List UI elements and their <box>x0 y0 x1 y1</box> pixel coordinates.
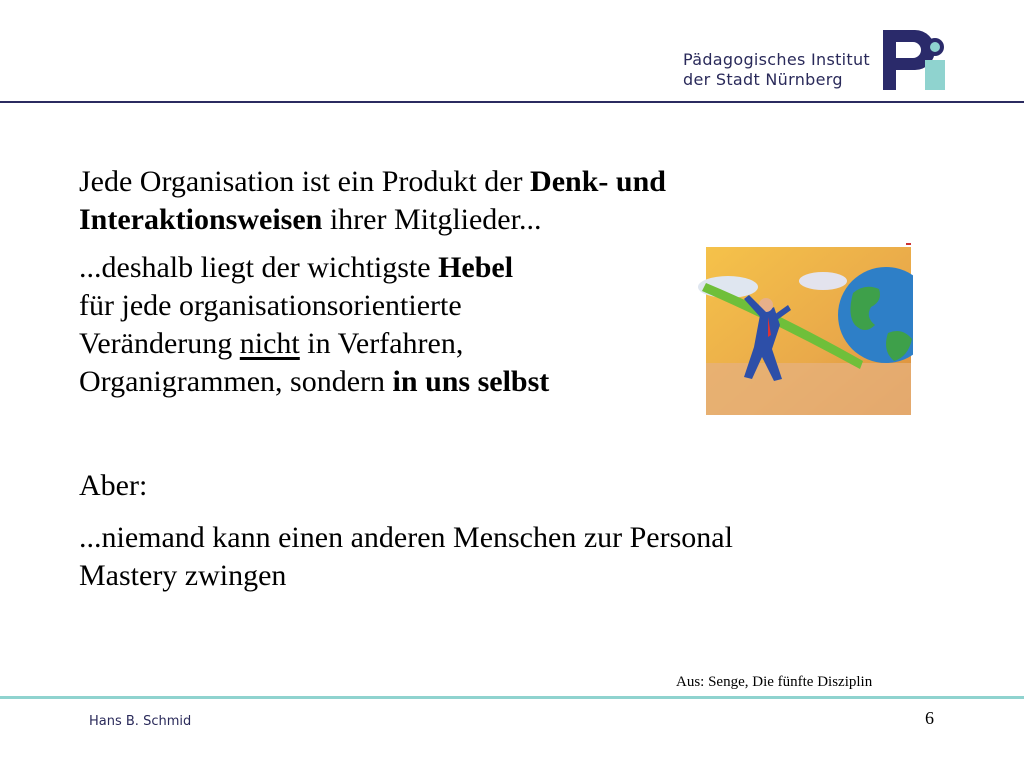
underlined-text: nicht <box>239 327 300 360</box>
paragraph-hebel <box>79 249 679 401</box>
institute-name <box>683 50 870 90</box>
header-divider <box>0 101 1024 103</box>
text-span: für jede organisationsorientierte <box>79 289 462 322</box>
bold-text: Denk- und <box>530 165 666 198</box>
paragraph-organisation <box>79 163 939 239</box>
text-span: Veränderung <box>79 327 240 360</box>
bold-text: in uns selbst <box>392 365 550 398</box>
institute-line-1: Pädagogisches Institut <box>683 50 870 69</box>
text-span: ...niemand kann einen anderen Menschen zur Personal <box>79 521 733 554</box>
text-span: ihrer Mitglieder... <box>322 203 542 236</box>
footer-divider <box>0 696 1024 699</box>
author-name: Hans B. Schmid <box>89 714 192 729</box>
bold-text: Hebel <box>438 251 514 284</box>
text-span: ...deshalb liegt der wichtigste <box>79 251 439 284</box>
text-span: Organigrammen, sondern <box>79 365 393 398</box>
pi-logo-icon <box>883 30 947 90</box>
text-span: in Verfahren, <box>299 327 464 360</box>
text-span: Jede Organisation ist ein Produkt der <box>79 165 531 198</box>
paragraph-niemand <box>79 519 939 595</box>
bold-text: Interaktionsweisen <box>79 203 323 236</box>
paragraph-aber: Aber: <box>79 469 148 502</box>
institute-line-2: der Stadt Nürnberg <box>683 70 843 89</box>
lever-globe-illustration <box>688 243 913 415</box>
text-span: Mastery zwingen <box>79 559 287 592</box>
source-citation: Aus: Senge, Die fünfte Disziplin <box>676 674 873 690</box>
page-number: 6 <box>925 708 934 728</box>
